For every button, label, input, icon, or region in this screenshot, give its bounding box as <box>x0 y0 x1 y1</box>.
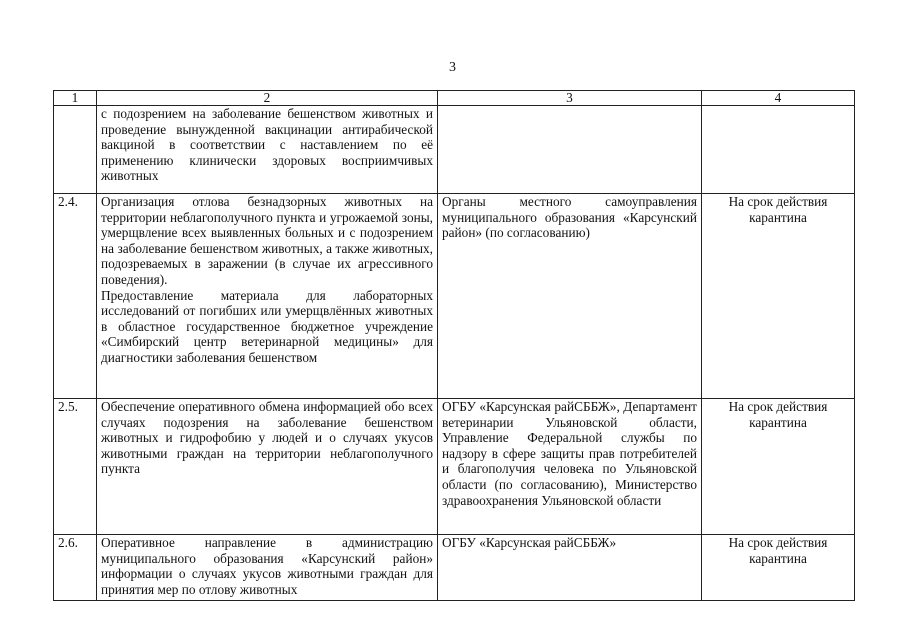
row-term: На срок действия карантина <box>702 399 855 535</box>
row-number <box>54 106 97 194</box>
measures-table <box>53 90 855 601</box>
row-activity <box>97 399 438 535</box>
activity-paragraph: Организация отлова безнадзорных животных на территории неблагополучного пункта и угрожаемой зоны, умерщвление всех выявленных больных и с подозрением на заболевание бешенством животных, а также животных, подозреваемых в заражении (в случае их агрессивного поведения). <box>101 194 433 287</box>
row-term: На срок действия карантина <box>702 535 855 601</box>
row-activity <box>97 194 438 399</box>
table-row <box>54 194 855 399</box>
row-number: 2.5. <box>54 399 97 535</box>
row-responsible: ОГБУ «Карсунская райСББЖ» <box>438 535 702 601</box>
activity-paragraph: Обеспечение оперативного обмена информацией обо всех случаях подозрения на заболевание бешенством животных и гидрофобию у людей и о случаях укусов животными граждан на территории неблагополучного пункта <box>101 399 433 477</box>
row-activity <box>97 106 438 194</box>
table-header-row <box>54 91 855 106</box>
row-responsible: ОГБУ «Карсунская райСББЖ», Департамент ветеринарии Ульяновской области, Управление Федеральной службы по надзору в сфере защиты прав потребителей и благополучия человека по Ульяновской области (по согласованию), Министерство здравоохранения Ульяновской области <box>438 399 702 535</box>
activity-paragraph: Предоставление материала для лабораторных исследований от погибших или умерщвлённых животных в областное государственное бюджетное учреждение «Симбирский центр ветеринарной медицины» для диагностики заболевания бешенством <box>101 287 433 365</box>
row-number: 2.6. <box>54 535 97 601</box>
row-term <box>702 106 855 194</box>
header-col-2: 2 <box>97 91 438 106</box>
table-row <box>54 535 855 601</box>
header-col-1: 1 <box>54 91 97 106</box>
header-col-4: 4 <box>702 91 855 106</box>
activity-paragraph: с подозрением на заболевание бешенством животных и проведение вынужденной вакцинации антирабической вакциной в соответствии с наставлением по её применению клинически здоровых восприимчивых животных <box>101 106 433 184</box>
row-term: На срок действия карантина <box>702 194 855 399</box>
page-number: 3 <box>449 60 456 75</box>
row-responsible: Органы местного самоуправления муниципального образования «Карсунский район» (по согласованию) <box>438 194 702 399</box>
table-row <box>54 106 855 194</box>
activity-paragraph: Оперативное направление в администрацию муниципального образования «Карсунский район» информации о случаях укусов животными граждан для принятия мер по отлову животных <box>101 535 433 597</box>
row-activity <box>97 535 438 601</box>
header-col-3: 3 <box>438 91 702 106</box>
row-number: 2.4. <box>54 194 97 399</box>
table-row <box>54 399 855 535</box>
row-responsible <box>438 106 702 194</box>
